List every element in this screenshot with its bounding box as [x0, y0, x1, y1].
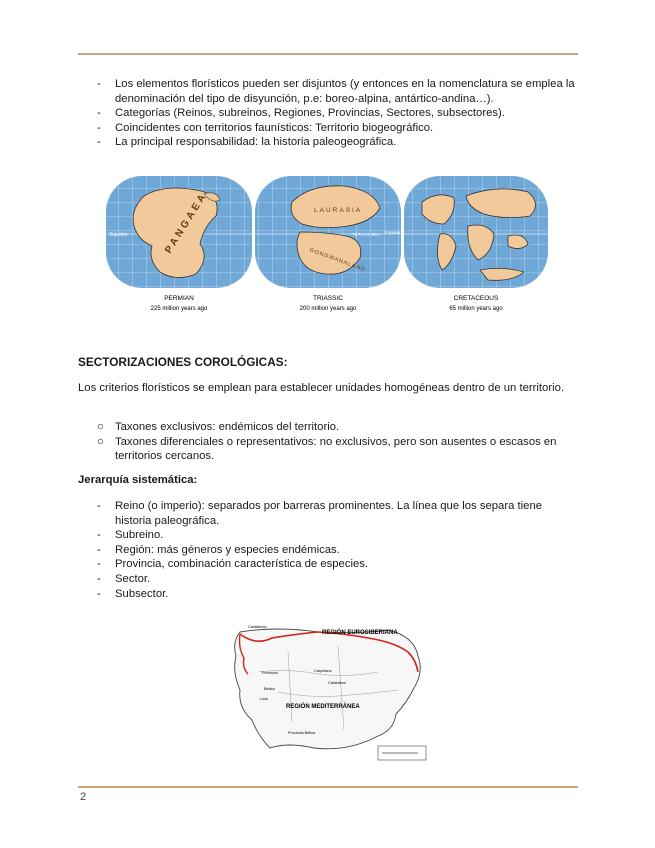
list-item: - La principal responsabilidad: la historia paleogeográfica. [97, 136, 397, 149]
cretaceous-age: 65 million years ago [449, 306, 503, 312]
section-title: SECTORIZACIONES COROLÓGICAS: [78, 355, 288, 369]
map-label: Provincia Bética [288, 731, 316, 735]
laurasia-label: LAURASIA [314, 207, 363, 214]
taxa-bullet-list [78, 420, 578, 464]
map-label: Provincia [262, 671, 278, 675]
page-number: 2 [80, 791, 87, 803]
spain-biogeography-map [218, 612, 436, 770]
list-item: - Coincidentes con territorios faunísticos: Territorio biogeográfico. [97, 121, 434, 134]
pangaea-label: PANGAEA [163, 190, 210, 256]
equator-label: Equator [110, 232, 128, 238]
continental-drift-figure [104, 174, 550, 318]
list-item: - Reino (o imperio): separados por barreras prominentes. La línea que los separa tiene historia paleográfica. [97, 500, 543, 527]
section-paragraph: Los criterios florísticos se emplean para establecer unidades homogéneas dentro de un territorio. [78, 382, 565, 394]
map-label: Luso [260, 697, 269, 701]
cretaceous-map [404, 176, 548, 288]
triassic-caption: TRIASSIC [313, 295, 343, 302]
footer-rule [78, 786, 578, 788]
list-item: - Sector. [97, 572, 151, 585]
intro-bullet-list [78, 77, 578, 150]
list-item: - Región: más géneros y especies endémicas. [97, 543, 340, 556]
med-region-label: REGIÓN MEDITERRÁNEA [286, 704, 360, 710]
permian-map [106, 176, 252, 288]
map-label: Cantábrica [248, 625, 267, 629]
equator-label: Equator [385, 230, 401, 235]
permian-age: 225 million years ago [150, 306, 208, 312]
map-label: Bética [264, 687, 275, 691]
tethys-label: TETHYS SEA [352, 232, 381, 237]
list-item: - Provincia, combinación característica de especies. [97, 558, 369, 571]
hierarchy-bullet-list [78, 499, 578, 601]
list-item: - Los elementos florísticos pueden ser disjuntos (y entonces en la nomenclatura se emplea la denominación del tipo de disyunción, p.e: boreo-alpina, antártico-andina…). [97, 78, 575, 105]
permian-caption: PERMIAN [164, 295, 194, 302]
map-label: Castellano [328, 681, 346, 685]
list-item: ○ Taxones exclusivos: endémicos del territorio. [97, 421, 340, 433]
list-item: ○ Taxones diferenciales o representativos: no exclusivos, pero son ausentes o escasos en territorios cercanos. [97, 435, 557, 463]
map-label: Carpetano [314, 669, 332, 673]
gondwana-label: GONDWANALAND [308, 247, 367, 274]
hierarchy-title: Jerarquía sistemática: [78, 474, 198, 486]
list-item: - Categorías (Reinos, subreinos, Regiones, Provincias, Sectores, subsectores). [97, 107, 505, 120]
cretaceous-caption: CRETACEOUS [453, 295, 499, 302]
euro-region-label: REGIÓN EUROSIBERIANA [322, 630, 398, 636]
list-item: - Subsector. [97, 587, 169, 600]
header-rule [78, 53, 578, 55]
triassic-age: 200 million years ago [299, 306, 357, 312]
triassic-map [255, 176, 401, 288]
list-item: - Subreino. [97, 529, 164, 542]
